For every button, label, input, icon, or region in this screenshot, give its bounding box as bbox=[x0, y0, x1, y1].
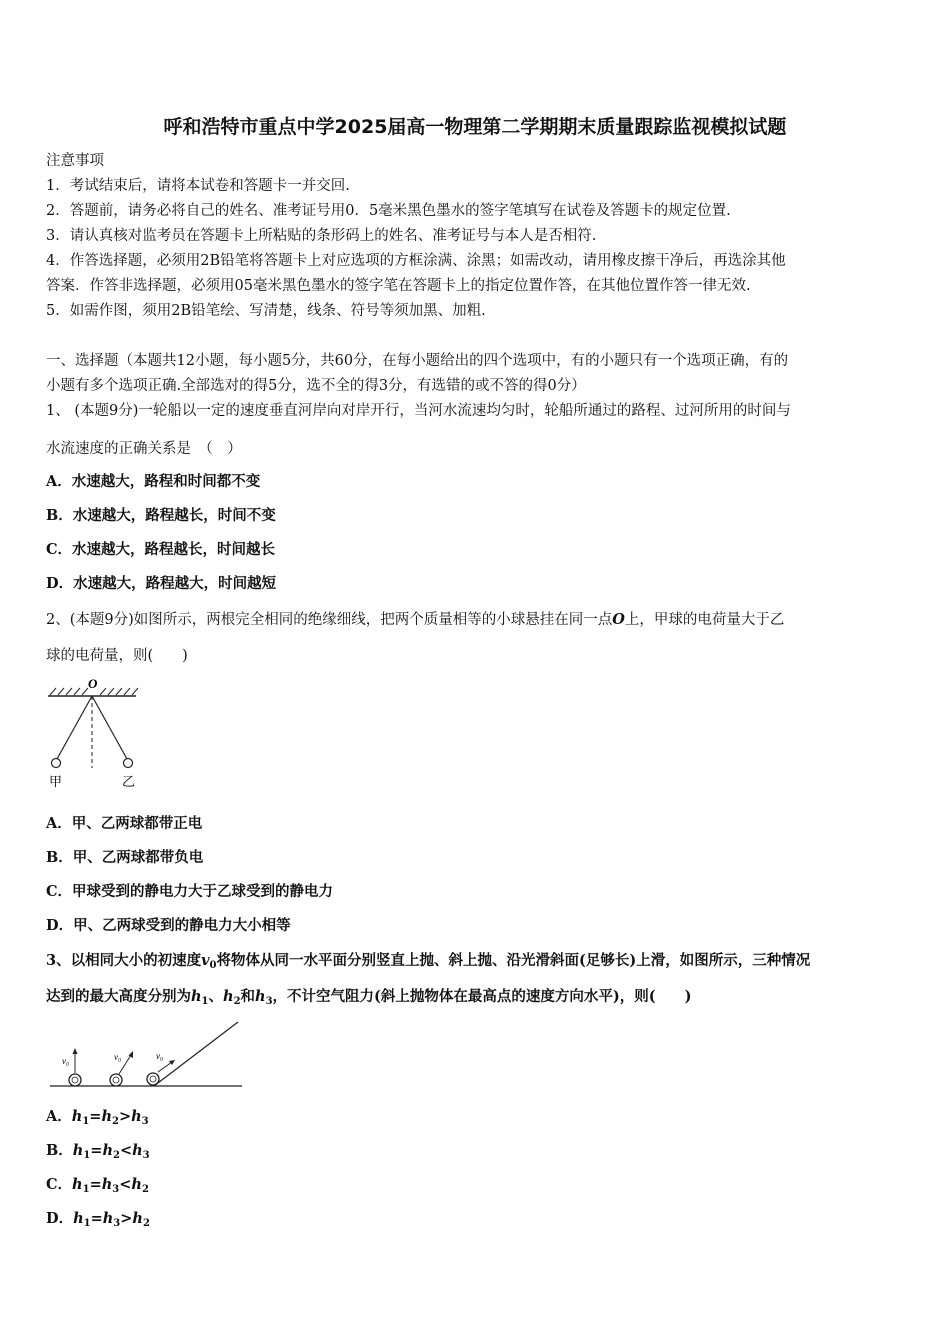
q3-option-d[interactable]: D．$h_1=h_3>h_2$ bbox=[46, 1210, 150, 1229]
notice-item: 5．如需作图，须用2B铅笔绘、写清楚，线条、符号等须加黑、加粗. bbox=[46, 303, 486, 319]
q1-option-d[interactable]: D．水速越大，路程越大，时间越短 bbox=[46, 575, 277, 592]
notice-item: 3．请认真核对监考员在答题卡上所粘贴的条形码上的姓名、准考证号与本人是否相符. bbox=[46, 228, 597, 244]
page-title: 呼和浩特市重点中学2025届高一物理第二学期期末质量跟踪监视模拟试题 bbox=[163, 116, 787, 138]
projectile-figure bbox=[44, 1018, 244, 1092]
q2-option-d[interactable]: D．甲、乙两球受到的静电力大小相等 bbox=[46, 917, 291, 934]
notice-item: 2．答题前，请务必将自己的姓名、准考证号用0．5毫米黑色墨水的签字笔填写在试卷及答题卡的规定位置. bbox=[46, 203, 731, 219]
notice-heading: 注意事项 bbox=[46, 153, 104, 169]
q1-option-b[interactable]: B．水速越大，路程越长，时间不变 bbox=[46, 507, 276, 524]
question-3-stem: 3、以相同大小的初速度$v_0$将物体从同一水平面分别竖直上抛、斜上抛、沿光滑斜面(足够长)上滑，如图所示，三种情况 bbox=[46, 952, 811, 971]
q3-option-c[interactable]: C．$h_1=h_3<h_2$ bbox=[46, 1176, 149, 1195]
q2-option-c[interactable]: C．甲球受到的静电力大于乙球受到的静电力 bbox=[46, 883, 334, 900]
question-1-stem: 水流速度的正确关系是 （ ） bbox=[46, 441, 242, 457]
v0-label: v₀ bbox=[114, 1052, 122, 1062]
question-3-stem: 达到的最大高度分别为$h_1$、$h_2$和$h_3$，不计空气阻力(斜上抛物体在最高点的速度方向水平)，则( ) bbox=[46, 988, 692, 1007]
q2-option-a[interactable]: A．甲、乙两球都带正电 bbox=[46, 815, 203, 832]
notice-item: 答案．作答非选择题，必须用05毫米黑色墨水的签字笔在答题卡上的指定位置作答，在其他位置作答一律无效. bbox=[46, 278, 751, 294]
q1-option-c[interactable]: C．水速越大，路程越长，时间越长 bbox=[46, 541, 276, 558]
notice-item: 1．考试结束后，请将本试卷和答题卡一并交回. bbox=[46, 178, 350, 194]
q3-option-b[interactable]: B．$h_1=h_2<h_3$ bbox=[46, 1142, 150, 1161]
question-2-stem: 球的电荷量，则( ) bbox=[46, 648, 188, 664]
ball-jia-label: 甲 bbox=[49, 775, 63, 790]
q3-option-a[interactable]: A．$h_1=h_2>h_3$ bbox=[46, 1108, 149, 1127]
notice-item: 4．作答选择题，必须用2B铅笔将答题卡上对应选项的方框涂满、涂黑；如需改动，请用橡皮擦干净后，再选涂其他 bbox=[46, 253, 786, 269]
question-2-stem: 2、(本题9分)如图所示，两根完全相同的绝缘细线，把两个质量相等的小球悬挂在同一点O上，甲球的电荷量大于乙 bbox=[46, 611, 785, 628]
question-1-stem: 1、 (本题9分)一轮船以一定的速度垂直河岸向对岸开行，当河水流速均匀时，轮船所通过的路程、过河所用的时间与 bbox=[46, 403, 791, 419]
section-heading: 一、选择题（本题共12小题，每小题5分，共60分，在每小题给出的四个选项中，有的小题只有一个选项正确，有的 bbox=[46, 353, 789, 369]
q2-option-b[interactable]: B．甲、乙两球都带负电 bbox=[46, 849, 204, 866]
v0-label: v₀ bbox=[156, 1051, 164, 1061]
pendulum-figure bbox=[44, 674, 144, 794]
q1-option-a[interactable]: A．水速越大，路程和时间都不变 bbox=[46, 473, 261, 490]
section-heading: 小题有多个选项正确.全部选对的得5分，选不全的得3分，有选错的或不答的得0分） bbox=[46, 378, 586, 394]
v0-label: v₀ bbox=[62, 1056, 70, 1066]
ball-yi-label: 乙 bbox=[122, 775, 136, 790]
point-o-label: O bbox=[88, 676, 98, 691]
